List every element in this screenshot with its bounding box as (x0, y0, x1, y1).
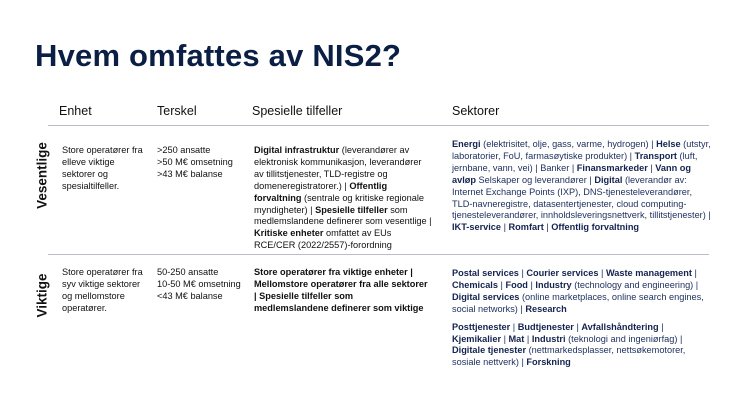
header-divider (48, 125, 709, 126)
header-enhet: Enhet (59, 104, 92, 118)
viktige-terskel-line: <43 M€ balanse (157, 290, 223, 301)
row-label-vesentlige: Vesentlige (34, 142, 50, 209)
header-spesielle-tilfeller: Spesielle tilfeller (252, 104, 343, 118)
vesentlige-spesielle-tilfeller: Digital infrastruktur (leverandører av elektronisk kommunikasjon, leverandører av tillitstjenester, TLD-registre og domeneregistratorer.) | Offentlig forvaltning (sentrale og kritiske regionale myndigheter) | Spesielle tilfeller som medlemslandene definerer som vesentlige | Kritiske enheter omfattet av EUs RCE/CER (2022/2557)-forordning (254, 145, 432, 251)
row-divider (48, 254, 709, 255)
viktige-terskel (157, 267, 249, 303)
viktige-terskel-line: 50-250 ansatte (157, 267, 219, 277)
vesentlige-terskel (157, 145, 249, 181)
viktige-enhet: Store operatører fra syv viktige sektorer og mellomstore operatører. (62, 267, 143, 313)
header-sektorer: Sektorer (452, 104, 500, 118)
row-label-viktige: Viktige (34, 273, 50, 318)
vesentlige-terskel-line: >43 M€ balanse (157, 168, 223, 179)
page-title: Hvem omfattes av NIS2? (35, 38, 402, 73)
viktige-sektorer (452, 268, 714, 369)
viktige-spesielle-tilfeller: Store operatører fra viktige enheter | Mellomstore operatører fra alle sektorer | Spesielle tilfeller som medlemslandene definerer som viktige (254, 267, 428, 313)
vesentlige-terskel-line: >250 ansatte (157, 145, 211, 155)
vesentlige-terskel-line: >50 M€ omsetning (157, 156, 233, 167)
viktige-sektorer-norsk: Posttjenester | Budtjenester | Avfallshåndtering | Kjemikalier | Mat | Industri (teknologi and ingeniørfag) | Digitale tjenester (nettmarkedsplasser, nettsøkemotorer, sosiale nettverk) | Forskning (452, 321, 686, 368)
header-terskel: Terskel (157, 104, 197, 118)
viktige-sektorer-english: Postal services | Courier services | Waste management | Chemicals | Food | Industry (technology and engineering) | Digital services (online marketplaces, online search engines, social networks) | Research (452, 268, 704, 314)
vesentlige-sektorer: Energi (elektrisitet, olje, gass, varme, hydrogen) | Helse (utstyr, laboratorier, FoU, farmasøytiske produkter) | Transport (luft, jernbane, vann, vei) | Banker | Finansmarkeder | Vann og avløp Selskaper og leverandører | Digital (leverandør av: Internet Exchange Points (IXP), DNS-tjenesteleverandører, TLD-navneregistre, datasentertjenester, cloud computing-tjenesteleverandører, innholdsleveringsnettverk, tillitstjenester) | IKT-service | Romfart | Offentlig forvaltning (452, 139, 711, 233)
viktige-terskel-line: 10-50 M€ omsetning (157, 278, 241, 289)
vesentlige-enhet: Store operatører fra elleve viktige sektorer og spesialtilfeller. (62, 145, 143, 191)
